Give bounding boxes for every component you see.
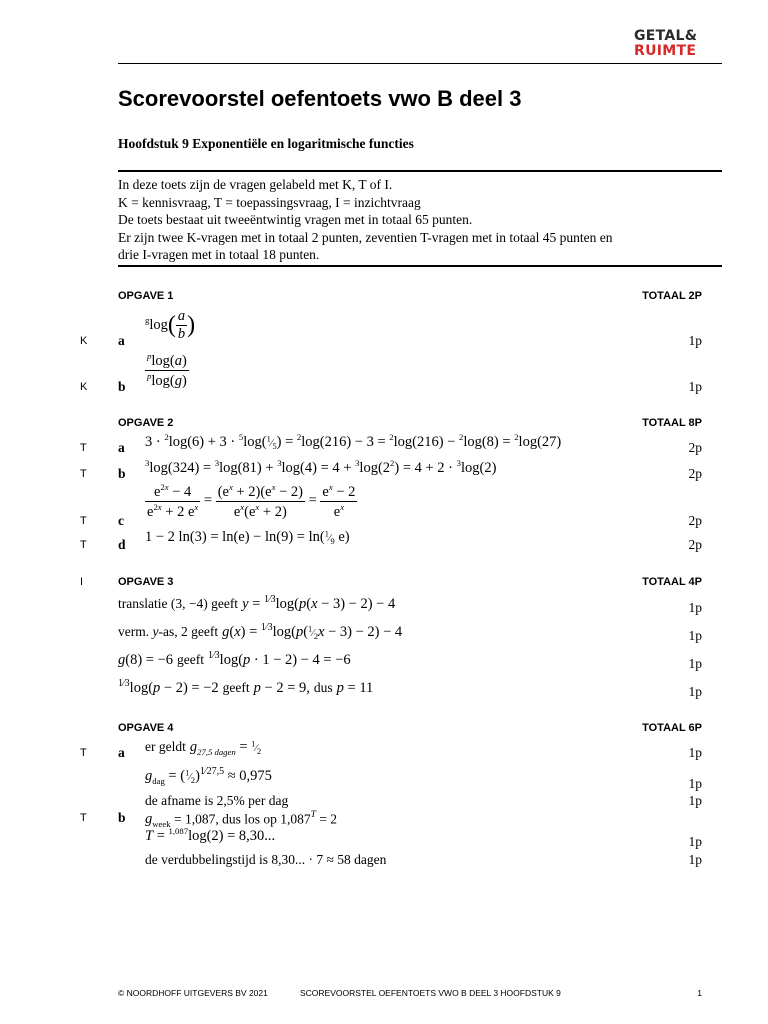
question-category: T [80,812,87,824]
chapter-subtitle: Hoofdstuk 9 Exponentiële en logaritmische functies [118,136,414,151]
question-category: K [80,335,88,347]
step-text-b: y [152,623,159,639]
points: 1p [688,776,702,791]
opgave-3-line-3: g(8) = −6 geeft $^{1⁄3}$log(p · 1 − 2) − 4 = −6 [118,650,351,668]
intro-top-rule [118,170,722,172]
formula-1a: $^g$log( $\frac{a}{b}$ ) [145,308,196,342]
question-label: d [118,537,126,552]
question-category: T [80,539,87,551]
step-text: geeft [177,651,204,667]
opgave-4a-line-1: er geldt $g_{27,5 dagen}$ = $^1⁄_2$ [145,739,262,757]
page-title: Scorevoorstel oefentoets vwo B deel 3 [118,86,522,111]
question-label: c [118,513,124,528]
question-label: a [118,745,125,760]
points: 2p [688,513,702,528]
intro-line: In deze toets zijn de vragen gelabeld met K, T of I. [118,177,393,192]
intro-line: K = kennisvraag, T = toepassingsvraag, I = inzichtvraag [118,194,421,210]
points: 1p [688,628,702,643]
opgave-3-total: TOTAAL 4P [642,576,702,588]
opgave-4a-line-2: $g_{dag}$ = $(^1⁄_2)^{1⁄27,5} \approx 0,975$ [145,766,272,786]
step-text: translatie (3, −4) geeft [118,595,239,611]
step-text-a: geeft [222,679,250,695]
logo-line-1: GETAL& [634,28,698,44]
step-text-c: -as, 2 geeft [158,623,219,639]
opgave-4a-line-3: de afname is 2,5% per dag [145,793,289,808]
question-category: T [80,468,87,480]
question-label: b [118,466,126,481]
footer-document-title: SCOREVOORSTEL OEFENTOETS VWO B DEEL 3 HOOFDSTUK 9 [300,988,561,998]
opgave-4b-line-2: T = $^{1,087}$log(2) = 8,30... [145,826,276,844]
opgave-4b-line-1: $g_{week} = 1,087$, dus los op $1,087^T = 2$ [145,809,338,830]
opgave-2-total: TOTAAL 8P [642,417,702,429]
intro-line: De toets bestaat uit tweeëntwintig vragen met in totaal 65 punten. [118,212,473,228]
step-text-b: dus [313,679,333,695]
opgave-1-heading: OPGAVE 1 [118,290,174,302]
opgave-4-total: TOTAAL 6P [642,722,702,734]
question-label: b [118,379,126,394]
points: 1p [688,333,702,348]
question-label: a [118,333,125,348]
question-category: K [80,381,88,393]
points: 2p [688,537,702,552]
question-label: a [118,440,125,455]
getal-ruimte-logo [634,29,710,59]
header-divider [118,63,722,64]
opgave-3-heading: OPGAVE 3 [118,576,174,588]
formula-2d: 1 − 2 $\ln(3) = \ln(e) - \ln(9) = \ln(^1⁄_9$ e) [145,529,350,546]
logo-line-2: RUIMTE [634,43,697,59]
footer-page-number: 1 [697,988,702,998]
intro-line: Er zijn twee K-vragen met in totaal 2 punten, zeventien T-vragen met in totaal 45 punten en [118,229,613,245]
points: 1p [688,379,702,394]
step-text-tail: = 2 [315,811,338,827]
step-text-a: verm. [118,623,153,639]
formula-2b: $^3\log(324) = ^3\log(81) + ^3\log(4) = 4 + ^3\log(2^2) = 4 + 2 \cdot ^3\log(2)$ [145,458,497,476]
points: 2p [688,466,702,481]
opgave-2-heading: OPGAVE 2 [118,417,174,429]
question-category: I [80,576,84,588]
step-text: = 1,087, dus los op 1,087 [173,811,311,827]
question-category: T [80,747,87,759]
intro-block [118,176,612,264]
question-category: T [80,515,87,527]
points: 2p [688,440,702,455]
opgave-1-total: TOTAAL 2P [642,290,702,302]
points: 1p [688,745,702,760]
opgave-4-heading: OPGAVE 4 [118,722,174,734]
points: 1p [688,793,702,808]
question-category: T [80,442,87,454]
intro-bottom-rule [118,265,722,267]
question-label: b [118,810,126,825]
opgave-3-line-1: translatie (3, −4) geeft y = $^{1⁄3}$log(p(x − 3) − 2) − 4 [118,594,396,612]
formula-2c: $\frac{e^{2x} - 4}{e^{2x} + 2 e^x}$ = $\frac{(e^x + 2)(e^x - 2)}{e^x(e^x + 2)}$ = $\frac{e^x - 2}{e^x}$ [147,482,356,520]
formula-2a: $3 \cdot ^2\log(6) + 3 \cdot ^5\log(^1⁄_5) = ^2\log(216) - 3 = ^2\log(216) - ^2\log(8) = ^2\log(27)$ [145,432,562,451]
points: 1p [688,600,702,615]
points: 1p [688,684,702,699]
intro-line: drie I-vragen met in totaal 18 punten. [118,247,320,263]
formula-1b: $\frac{^p\log(a)}{^p\log(g)}$ [147,351,187,389]
opgave-4b-line-3: de verdubbelingstijd is 8,30... · 7 ≈ 58 dagen [145,852,387,867]
points: 1p [688,852,702,867]
points: 1p [688,834,702,849]
points: 1p [688,656,702,671]
step-text: er geldt [145,739,186,754]
opgave-3-line-2: verm. y-as, 2 geeft $g(x) = ^{1⁄3}\log(p(^1⁄_2x - 3) - 2) - 4$ [118,622,403,641]
opgave-3-line-4: $^{1⁄3}$log(p − 2) = −2 geeft p − 2 = 9, dus p = 11 [118,678,374,696]
footer-copyright: © NOORDHOFF UITGEVERS BV 2021 [118,988,268,998]
